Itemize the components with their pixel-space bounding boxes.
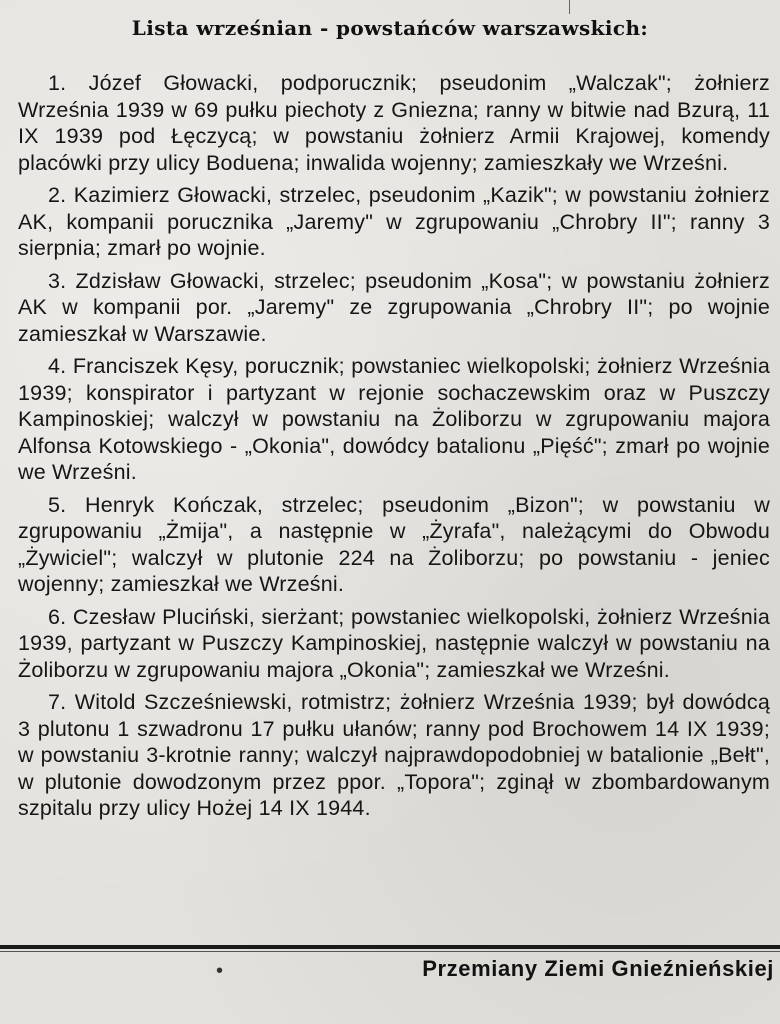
entry-text: Franciszek Kęsy, porucznik; powstaniec wielkopolski; żołnierz Września 1939; konspirator i partyzant w rejonie sochaczewskim oraz w Puszczy Kampinoskiej; walczył w powstaniu na Żoliborzu w zgrupowaniu majora Alfonsa Kotowskiego - „Okonia", dowódcy batalionu „Pięść"; zmarł po wojnie we Wrześni. [18,354,770,484]
entries-list [18,70,770,828]
entry-number: 6. [48,604,67,629]
entry-number: 2. [48,183,67,207]
footer-divider [0,945,780,949]
list-item [18,604,770,684]
footer-bullet: • [216,960,224,982]
document-title: Lista wrześnian - powstańców warszawskich: [131,16,649,40]
entry-text: Kazimierz Głowacki, strzelec, pseudonim „Kazik"; w powstaniu żołnierz AK, kompanii porucznika „Jaremy" w zgrupowaniu „Chrobry II"; ranny 3 sierpnia; zmarł po wojnie. [18,183,770,260]
entry-number: 4. [48,354,67,378]
source-credit: Przemiany Ziemi Gnieźnieńskiej [422,956,774,981]
entry-text: Henryk Kończak, strzelec; pseudonim „Bizon"; w powstaniu w zgrupowaniu „Żmija", a następnie w „Żyrafa", należącymi do Obwodu „Żywiciel"; walczył w plutonie 224 na Żoliborzu; po powstaniu - jeniec wojenny; zamieszkał we Wrześni. [18,492,770,596]
entry-number: 3. [48,268,67,293]
list-item [18,268,770,348]
entry-text: Józef Głowacki, podporucznik; pseudonim „Walczak"; żołnierz Września 1939 w 69 pułku piechoty z Gniezna; ranny w bitwie nad Bzurą, 11 IX 1939 pod Łęczycą; w powstaniu żołnierz Armii Krajowej, komendy placówki przy ulicy Boduena; inwalida wojenny; zamieszkały we Wrześni. [18,71,770,175]
list-item [18,70,770,176]
entry-text: Czesław Pluciński, sierżant; powstaniec wielkopolski, żołnierz Września 1939, partyzant w Puszczy Kampinoskiej, następnie walczył w powstaniu na Żoliborzu w zgrupowaniu majora „Okonia"; zamieszkał we Wrześni. [18,604,770,682]
entry-number: 7. [48,690,67,714]
list-item [18,689,770,822]
list-item [18,182,770,262]
list-item [18,492,770,598]
entry-text: Zdzisław Głowacki, strzelec; pseudonim „Kosa"; w powstaniu żołnierz AK w kompanii por. „Jaremy" ze zgrupowania „Chrobry II"; po wojnie zamieszkał w Warszawie. [18,268,770,346]
footer-divider-thin [0,951,780,952]
entry-number: 1. [48,71,67,95]
entry-number: 5. [48,492,67,517]
list-item [18,353,770,486]
paper-edge-mark [569,0,570,14]
entry-text: Witold Szcześniewski, rotmistrz; żołnierz Września 1939; był dowódcą 3 plutonu 1 szwadronu 17 pułku ułanów; ranny pod Brochowem 14 IX 1939; w powstaniu 3-krotnie ranny; walczył najprawdopodobniej w batalionie „Bełt", w plutonie dowodzonym przez ppor. „Topora"; zginął w zbombardowanym szpitalu przy ulicy Hożej 14 IX 1944. [18,690,770,820]
